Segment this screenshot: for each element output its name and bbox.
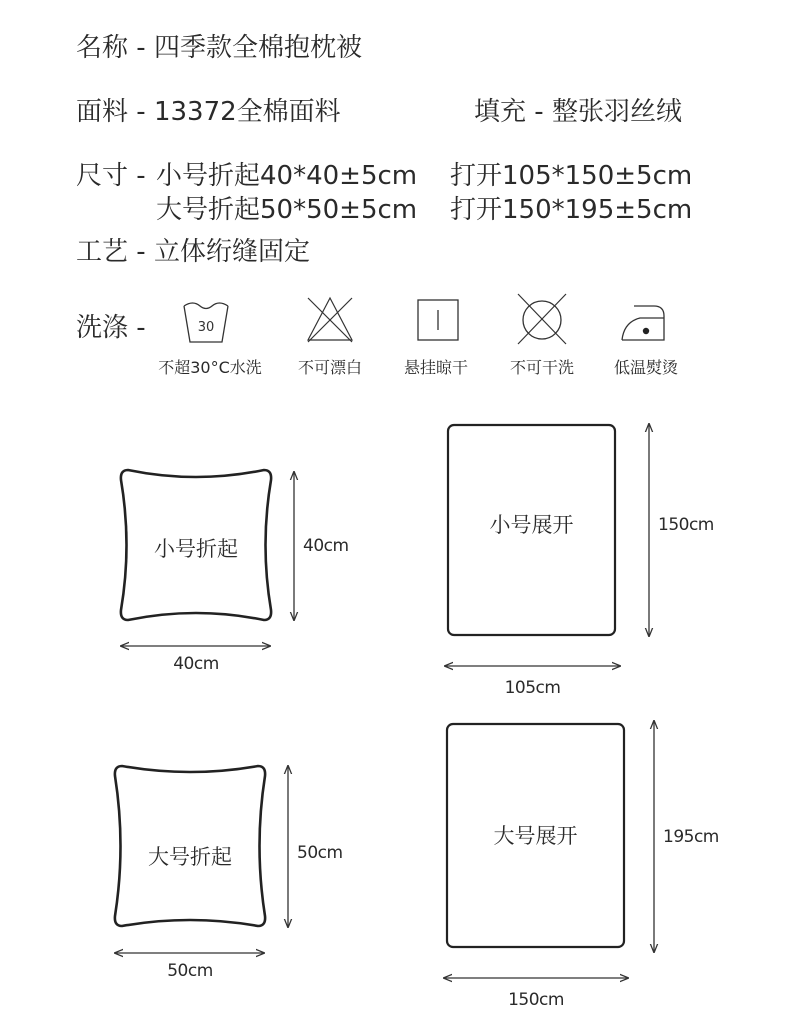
spec-label: 工艺 [76, 237, 129, 267]
small-open-height-label: 150cm [658, 515, 714, 535]
care-label-bleach: 不可漂白 [297, 358, 362, 377]
care-label-dryclean: 不可干洗 [509, 358, 574, 377]
small-folded-width-label: 40cm [173, 654, 219, 674]
spec-value: 整张羽丝绒 [551, 97, 682, 127]
small-folded-height-label: 40cm [303, 536, 349, 556]
spec-label: 面料 [76, 97, 129, 127]
care-label-iron: 低温熨烫 [613, 358, 678, 377]
spec-separator: - [136, 313, 146, 343]
spec-label: 名称 [76, 33, 129, 63]
spec-label: 尺寸 [76, 161, 129, 191]
small-folded-label: 小号折起 [154, 537, 238, 561]
spec-value: 立体绗缝固定 [153, 237, 310, 267]
large-folded-label: 大号折起 [148, 845, 232, 869]
spec-size-large-open: 打开150*195±5cm [450, 195, 693, 225]
spec-separator: - [136, 237, 146, 267]
spec-separator: - [136, 97, 146, 127]
small-open-width-label: 105cm [504, 678, 561, 698]
large-folded-height-label: 50cm [297, 843, 343, 863]
large-open-height-label: 195cm [663, 827, 719, 847]
wash-temp-text: 30 [197, 320, 215, 335]
spec-separator: - [136, 33, 146, 63]
spec-label: 填充 [474, 97, 527, 127]
care-label-dry: 悬挂晾干 [403, 358, 468, 377]
large-open-width-label: 150cm [508, 990, 564, 1010]
spec-separator: - [534, 97, 544, 127]
large-folded-width-label: 50cm [167, 961, 213, 981]
spec-separator: - [136, 161, 146, 191]
care-label-wash: 不超30°C水洗 [158, 358, 262, 377]
large-open-label: 大号展开 [493, 824, 578, 848]
spec-value: 四季款全棉抱枕被 [153, 33, 362, 63]
spec-size-large-folded: 大号折起50*50±5cm [156, 195, 418, 225]
small-open-label: 小号展开 [489, 513, 574, 537]
spec-size-small-folded: 小号折起40*40±5cm [156, 161, 418, 191]
spec-size-small-open: 打开105*150±5cm [450, 161, 693, 191]
spec-value: 13372全棉面料 [153, 97, 341, 127]
spec-label: 洗涤 [76, 313, 129, 343]
